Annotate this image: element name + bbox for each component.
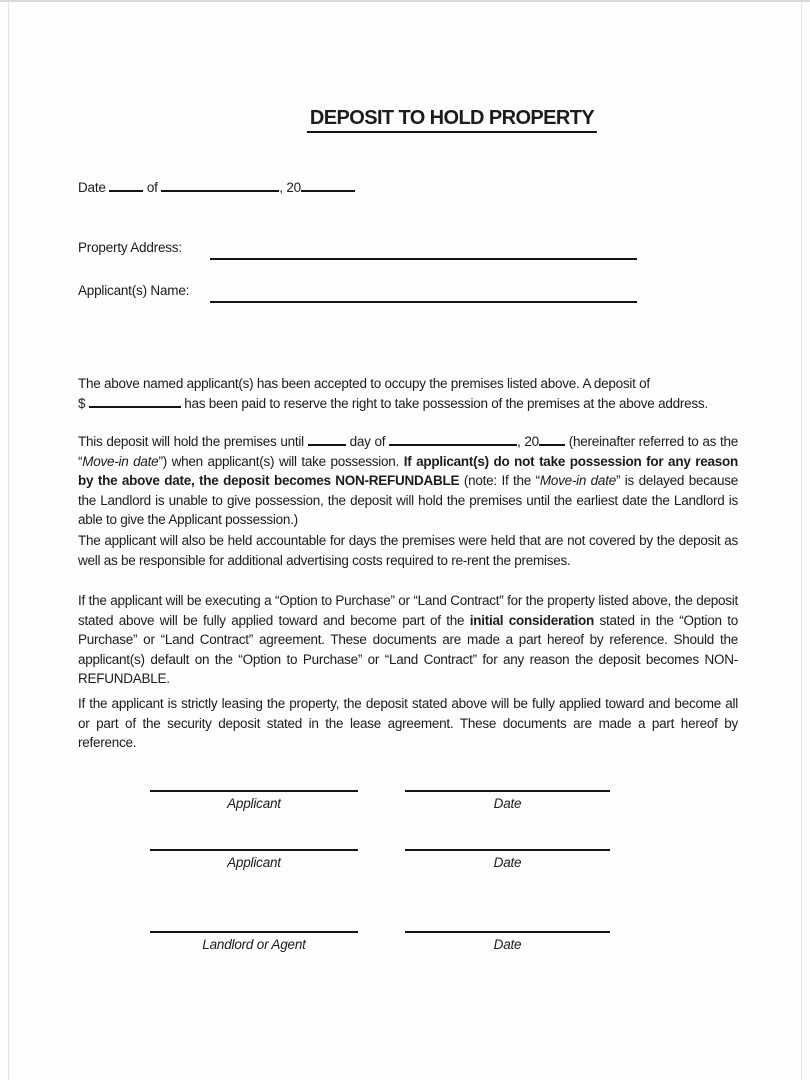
date-month-blank — [161, 178, 279, 192]
text-segment: stated in the “Option to Purchase” or “Land Contract” agreement. These documents are made a part hereof by reference. Should the applicant(s) default on the “Option to Purchase” or “Land Contract” for any reason the deposit becomes NON-REFUNDABLE. — [78, 612, 738, 686]
date-day-blank — [109, 178, 143, 192]
text-segment: Date — [78, 180, 110, 195]
text-segment: of — [143, 180, 162, 195]
paragraph-leasing — [78, 694, 738, 753]
signature-label-date-1: Date — [493, 796, 522, 811]
paragraph-deposit-paid — [78, 374, 738, 413]
text-segment: (note: If the “ — [459, 473, 540, 488]
text-segment: $ — [78, 395, 89, 411]
applicant-name-blank — [210, 301, 637, 303]
applicant-name-label: Applicant(s) Name: — [78, 283, 190, 298]
signature-label-date-2: Date — [493, 855, 522, 870]
text-segment: day of — [345, 434, 390, 449]
signature-line-applicant-1 — [150, 790, 358, 811]
text-segment: If applicant(s) do not take possession for any reason by the above date, the deposit becomes NON-REFUNDABLE — [78, 453, 738, 488]
text-segment: (hereinafter referred to as the “ — [78, 434, 739, 469]
scan-edge-right — [801, 2, 802, 1080]
property-address-blank — [210, 258, 637, 260]
text-segment: If the applicant is strictly leasing the property, the deposit stated above will be fully applied toward and become all or part of the security deposit stated in the lease agreement. These documents are made a part hereof by reference. — [78, 696, 738, 750]
text-segment: If the applicant will be executing a “Option to Purchase” or “Land Contract” for the property listed above, the deposit stated above will be fully applied toward and become part of the — [78, 593, 738, 628]
scan-edge-left — [8, 2, 9, 1080]
move-in-day-blank — [308, 432, 346, 446]
text-segment: , 20 — [517, 434, 539, 449]
scan-edge-top — [0, 0, 810, 2]
signature-label-date-3: Date — [493, 937, 522, 952]
signature-line-landlord — [150, 931, 358, 952]
text-segment: Move-in date — [539, 473, 616, 488]
paragraph-accountability — [78, 531, 738, 570]
move-in-month-blank — [389, 432, 517, 446]
text-segment: has been paid to reserve the right to take possession of the premises at the above address. — [180, 395, 708, 411]
signature-line-applicant-2 — [150, 849, 358, 870]
text-segment: initial consideration — [469, 612, 594, 628]
deposit-amount-blank — [89, 394, 181, 408]
text-segment: This deposit will hold the premises until — [78, 434, 308, 449]
text-segment: Move-in date — [82, 453, 159, 469]
document-title-wrap — [307, 107, 597, 130]
text-segment: , 20 — [279, 180, 301, 195]
paragraph-move-in-date — [78, 432, 738, 530]
move-in-year-blank — [539, 432, 565, 446]
signature-label-applicant-2: Applicant — [227, 855, 281, 870]
text-segment: ” is delayed because the Landlord is unable to give possession, the deposit will hold the premises until the earliest date the Landlord is able to give the Applicant possession.) — [78, 473, 738, 527]
signature-line-date-2 — [405, 849, 610, 870]
document-title: DEPOSIT TO HOLD PROPERTY — [307, 107, 597, 133]
paragraph-option-to-purchase — [78, 591, 738, 689]
property-address-label: Property Address: — [78, 240, 182, 255]
date-year-blank — [301, 178, 355, 192]
signature-line-date-1 — [405, 790, 610, 811]
signature-line-date-3 — [405, 931, 610, 952]
signature-label-landlord: Landlord or Agent — [202, 937, 306, 952]
signature-label-applicant-1: Applicant — [227, 796, 281, 811]
text-segment: The above named applicant(s) has been accepted to occupy the premises listed above. A deposit of — [78, 376, 650, 391]
text-segment: The applicant will also be held accountable for days the premises were held that are not covered by the deposit as well as be responsible for additional advertising costs required to re-rent the premises. — [78, 533, 738, 568]
date-line — [78, 178, 355, 195]
text-segment: ”) when applicant(s) will take possession. — [158, 453, 404, 469]
